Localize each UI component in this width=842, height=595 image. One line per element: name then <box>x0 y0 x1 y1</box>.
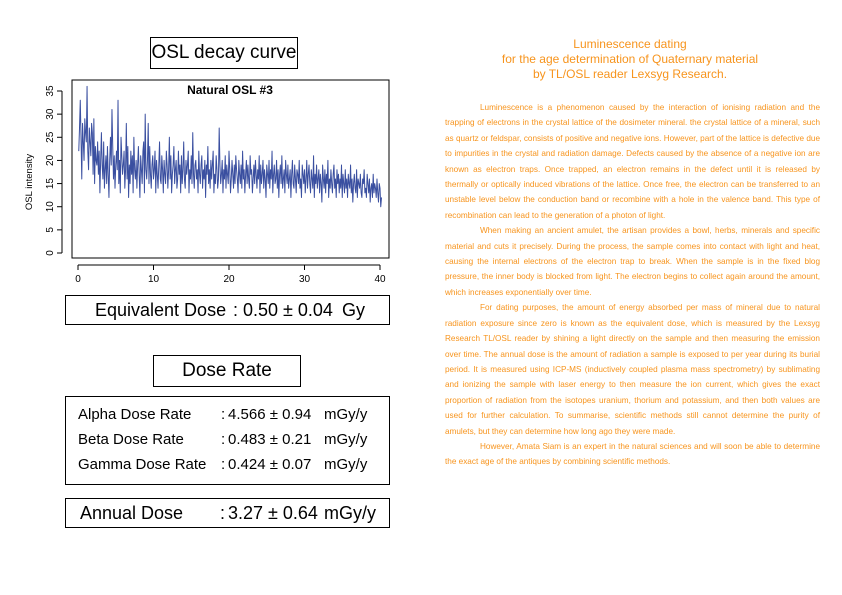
article-body <box>445 100 820 470</box>
rate-unit: mGy/y <box>324 406 368 423</box>
y-tick-label: 5 <box>45 227 56 233</box>
y-tick-label: 15 <box>45 178 56 190</box>
rate-value: 0.483 ± 0.21 <box>228 431 312 448</box>
article-paragraph: For dating purposes, the amount of energy absorbed per mass of mineral due to natural radiation exposure since zero is known as the equivalent dose, which is measured by the Lexsyg Research TL/OSL reader by shining a light directly on the sample and then measuring the emission over time. The annual dose is the amount of radiation a sample is exposed to per year during its burial period. It is measured using ICP-MS (inductively coupled plasma mass spectrometry) by sublimating and ionizing the sample with laser energy to then measure the ion current, which gives the exact proportion of radiation from the isotopes uranium, thorium and potassium, and then both values are used for further calculation. To summarise, scientific methods still cannot determine the purity of amulets, but they can determine how long ago they were made. <box>445 303 820 436</box>
x-tick-label: 30 <box>298 274 311 285</box>
article-title-line: for the age determination of Quaternary material <box>501 52 759 66</box>
rate-separator: : <box>221 431 226 448</box>
rate-separator: : <box>221 406 226 423</box>
y-tick-label: 0 <box>45 250 56 256</box>
osl-series-line <box>79 86 382 206</box>
y-tick-label: 35 <box>45 85 56 97</box>
x-tick-label: 0 <box>75 274 81 285</box>
osl-title: OSL decay curve <box>151 42 297 63</box>
y-tick-label: 20 <box>45 154 56 166</box>
equivalent-dose-box <box>65 295 390 325</box>
annual-dose-value: 3.27 ± 0.64 <box>228 503 318 523</box>
article-paragraph: However, Amata Siam is an expert in the natural sciences and will soon be able to determine the exact age of the antiques by combining scientific methods. <box>445 441 820 467</box>
osl-decay-chart <box>18 75 398 290</box>
x-tick-label: 10 <box>147 274 160 285</box>
y-tick-label: 10 <box>45 201 56 213</box>
annual-dose-box <box>65 498 390 528</box>
rate-label: Gamma Dose Rate <box>78 456 207 473</box>
equivalent-dose-value: 0.50 ± 0.04 <box>243 300 333 320</box>
x-tick-label: 20 <box>223 274 235 285</box>
equivalent-dose-label: Equivalent Dose <box>95 300 227 320</box>
article-title-line: Luminescence dating <box>573 37 687 51</box>
rate-separator: : <box>221 456 226 473</box>
annual-dose-separator: : <box>220 503 226 523</box>
article-paragraph: Luminescence is a phenomenon caused by the interaction of ionising radiation and the trapping of electrons in the crystal lattice of the dosimeter mineral. the crystal lattice of a mineral, such as quartz or feldspar, consists of positive and negative ions. However, part of the lattice is defective due to impurities in the crystal and radiation damage. Defects caused by the absence of a negative ion are known as electron traps. Once trapped, an electron remains in the defect until it is released by thermally or optically induced vibrations of the lattice. Once free, the electron can be transferred to an unstable level below the conduction band or recombine with a hole in the valence band. This type of recombination can lead to the generation of a photon of light. <box>445 103 820 220</box>
equivalent-dose-unit: Gy <box>342 300 366 320</box>
y-axis-label: OSL intensity <box>24 153 35 211</box>
y-axis <box>45 85 62 256</box>
rate-unit: mGy/y <box>324 456 368 473</box>
dose-rate-title: Dose Rate <box>182 360 272 381</box>
annual-dose-unit: mGy/y <box>324 503 376 523</box>
dose-rate-title-box <box>153 355 301 387</box>
y-tick-label: 30 <box>45 108 56 120</box>
osl-title-box <box>150 37 298 69</box>
article-paragraph: When making an ancient amulet, the artisan provides a bowl, herbs, minerals and specific material and cuts it precisely. During the process, the sample comes into contact with light and heat, causing the internal electrons of the electron trap to break. When the sample is in the fixed blog pressure, the inner body is blocked from light. The electron begins to collect again around the amount, which increases exponentially over time. <box>445 226 820 297</box>
equivalent-dose-separator: : <box>233 300 239 320</box>
x-tick-label: 40 <box>374 274 386 285</box>
article-title <box>440 37 820 82</box>
rate-value: 0.424 ± 0.07 <box>228 456 312 473</box>
dose-rates-box <box>65 396 390 485</box>
rate-label: Alpha Dose Rate <box>78 406 192 423</box>
article-title-line: by TL/OSL reader Lexsyg Research. <box>532 67 728 81</box>
rate-unit: mGy/y <box>324 431 368 448</box>
x-axis <box>75 265 386 285</box>
chart-title: Natural OSL #3 <box>187 83 273 97</box>
annual-dose-label: Annual Dose <box>80 503 184 523</box>
y-tick-label: 25 <box>45 131 56 143</box>
rate-label: Beta Dose Rate <box>78 431 184 448</box>
rate-value: 4.566 ± 0.94 <box>228 406 312 423</box>
